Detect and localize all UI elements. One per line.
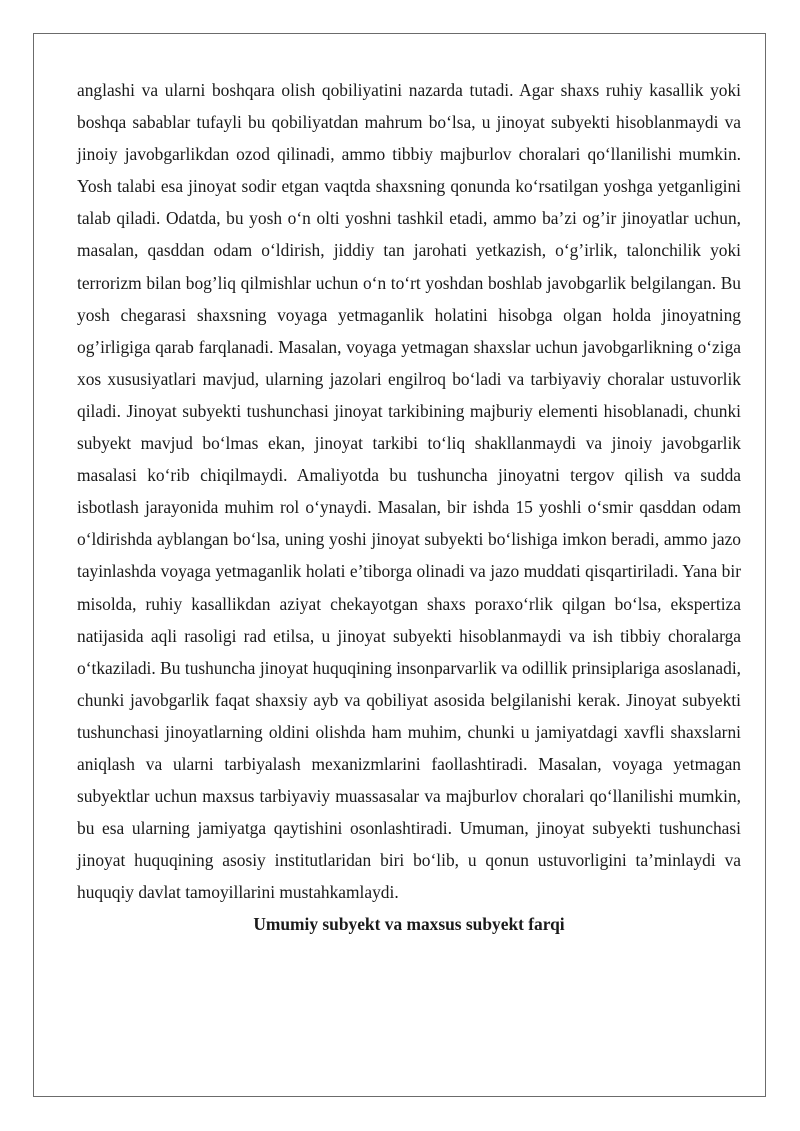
document-body [77, 74, 741, 941]
body-paragraph: anglashi va ularni boshqara olish qobiliyatini nazarda tutadi. Agar shaxs ruhiy kasallik yoki boshqa sabablar tufayli bu qobiliyatdan mahrum bo‘lsa, u jinoyat subyekti hisoblanmaydi va jinoiy javobgarlikdan ozod qilinadi, ammo tibbiy majburlov choralari qo‘llanilishi mumkin. Yosh talabi esa jinoyat sodir etgan vaqtda shaxsning qonunda ko‘rsatilgan yoshga yetganligini talab qiladi. Odatda, bu yosh o‘n olti yoshni tashkil etadi, ammo ba’zi og’ir jinoyatlar uchun, masalan, qasddan odam o‘ldirish, jiddiy tan jarohati yetkazish, o‘g’irlik, talonchilik yoki terrorizm bilan bog’liq qilmishlar uchun o‘n to‘rt yoshdan boshlab javobgarlik belgilangan. Bu yosh chegarasi shaxsning voyaga yetmaganlik holatini hisobga olgan holda jinoyatning og’irligiga qarab farqlanadi. Masalan, voyaga yetmagan shaxslar uchun javobgarlikning o‘ziga xos xususiyatlari mavjud, ularning jazolari engilroq bo‘ladi va tarbiyaviy choralar ustuvorlik qiladi. Jinoyat subyekti tushunchasi jinoyat tarkibining majburiy elementi hisoblanadi, chunki subyekt mavjud bo‘lmas ekan, jinoyat tarkibi to‘liq shakllanmaydi va jinoiy javobgarlik masalasi ko‘rib chiqilmaydi. Amaliyotda bu tushuncha jinoyatni tergov qilish va sudda isbotlash jarayonida muhim rol o‘ynaydi. Masalan, bir ishda 15 yoshli o‘smir qasddan odam o‘ldirishda ayblangan bo‘lsa, uning yoshi jinoyat subyekti bo‘lishiga imkon beradi, ammo jazo tayinlashda voyaga yetmaganlik holati e’tiborga olinadi va jazo muddati qisqartiriladi. Yana bir misolda, ruhiy kasallikdan aziyat chekayotgan shaxs poraxo‘rlik qilgan bo‘lsa, ekspertiza natijasida aqli rasoligi rad etilsa, u jinoyat subyekti hisoblanmaydi va ish tibbiy choralarga o‘tkaziladi. Bu tushuncha jinoyat huquqining insonparvarlik va odillik prinsiplariga asoslanadi, chunki javobgarlik faqat shaxsiy ayb va qobiliyat asosida belgilanishi kerak. Jinoyat subyekti tushunchasi jinoyatlarning oldini olishda ham muhim, chunki u jamiyatdagi xavfli shaxslarni aniqlash va ularni tarbiyalash mexanizmlarini faollashtiradi. Masalan, voyaga yetmagan subyektlar uchun maxsus tarbiyaviy muassasalar va majburlov choralari qo‘llanilishi mumkin, bu esa ularning jamiyatga qaytishini osonlashtiradi. Umuman, jinoyat subyekti tushunchasi jinoyat huquqining asosiy institutlaridan biri bo‘lib, u qonun ustuvorligini ta’minlaydi va huquqiy davlat tamoyillarini mustahkamlaydi. [77, 80, 741, 903]
section-heading: Umumiy subyekt va maxsus subyekt farqi [253, 914, 565, 935]
